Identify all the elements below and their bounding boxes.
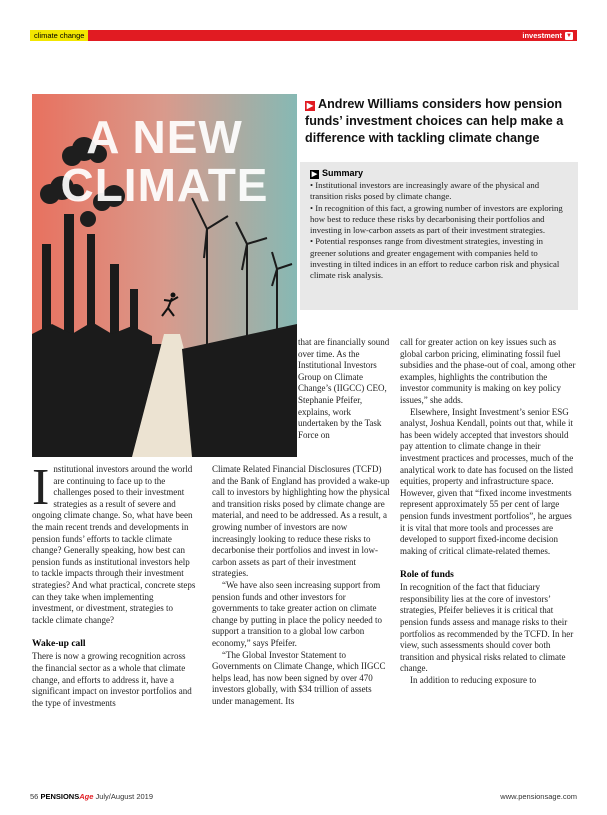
subheading-role-of-funds: Role of funds [400, 570, 454, 581]
subheading-wake-up-call: Wake-up call [32, 639, 86, 650]
issue-date: July/August 2019 [95, 792, 154, 801]
paragraph: There is now a growing recognition across the financial sector as a whole that climate change, and efforts to address it, have a significant impact on investor portfolios and the type of investments [32, 651, 192, 708]
article-headline [305, 96, 580, 147]
summary-item: • Institutional investors are increasingly aware of the physical and transition risks posed by climate change. [310, 180, 540, 202]
paragraph: that are financially sound over time. As the Institutional Investors Group on Climate Change’s (IIGCC) CEO, Stephanie Pfeifer, explains, work undertaken by the Task Force on [298, 337, 390, 440]
summary-item: • In recognition of this fact, a growing number of investors are exploring how best to reduce these risks by decarbonising their portfolios and investing in low-carbon assets as part of their investment strategies. [310, 202, 563, 236]
section-tag: climate change [30, 30, 88, 41]
footer-left [30, 792, 153, 801]
section-header-bar [30, 30, 577, 41]
headline-text: Andrew Williams considers how pension funds’ investment choices can help make a difference with tackling climate change [305, 97, 564, 145]
summary-item: • Potential responses range from divestment strategies, investing in greener solutions and greater engagement with companies held to investing in tilted indices in an effort to reduce carbon risk and physical climate risk analysis. [310, 236, 560, 281]
arrow-right-icon: ▶ [306, 101, 314, 110]
category-label: investment [522, 31, 562, 40]
summary-title: Summary [322, 168, 364, 178]
paragraph: In recognition of the fact that fiduciary responsibility lies at the core of investors’ strategies, Pfeifer believes it is critical that pension funds assess and manage risks to their portfolios as recommended by the TCFD. In her view, such assessments should cover both transition and physical risks related to climate change. [400, 582, 574, 674]
paragraph: Climate Related Financial Disclosures (TCFD) and the Bank of England has provided a wake-up call to investors by highlighting how the physical and transition risks posed by climate change are material, and need to be addressed. As a result, a growing number of investors are now increasingly looking to reduce these risks to decarbonise their portfolios and invest in low-carbon assets as part of their investment strategies. [212, 464, 390, 579]
website-url: www.pensionsage.com [500, 792, 577, 801]
drop-cap: I [32, 459, 50, 516]
brand-name-part-2: Age [79, 792, 94, 801]
page-number: 56 [30, 792, 39, 801]
brand-name-part-1: PENSIONS [40, 792, 80, 801]
summary-box [300, 162, 578, 310]
body-column-2 [212, 464, 390, 707]
body-column-2-top [298, 337, 390, 441]
paragraph: “We have also seen increasing support from pension funds and other investors for governments to take greater action on climate change by putting in place the policy needed to support a transition to a global low carbon economy,” says Pfeifer. [212, 579, 382, 648]
paragraph: “The Global Investor Statement to Governments on Climate Change, which IIGCC helps lead, has now been signed by over 470 investors globally, with $34 trillion of assets under management. Its [212, 649, 386, 706]
illustration-title-line-1: A NEW [86, 111, 243, 163]
arrow-right-icon: ▶ [311, 171, 318, 178]
paragraph: Elsewhere, Insight Investment’s senior ESG analyst, Joshua Kendall, points out that, while it has been widely accepted that investors should pay attention to climate change in their investment practices and processes, much of the analytical work to date has focused on the listed equities, property and infrastructure space. However, given that “fixed income investments represent approximately 55 per cent of large pension funds investment portfolios”, he argues it is vital that more tools and processes are developed to support fixed-income decision making of critical climate-related themes. [400, 406, 574, 556]
paragraph: In addition to reducing exposure to [410, 675, 537, 686]
climate-illustration [32, 94, 297, 457]
paragraph: call for greater action on key issues such as global carbon pricing, eliminating fossil fuel subsidies and the phase-out of coal, among other examples, highlights the contribution the investor community is making on key policy issues,” she adds. [400, 337, 576, 405]
illustration-title-line-2: CLIMATE [60, 159, 269, 211]
intro-paragraph [32, 459, 196, 626]
chevron-down-icon: ▼ [566, 32, 572, 39]
intro-text: nstitutional investors around the world are continuing to face up to the challenges posed to their investment strategies as a result of severe and ongoing climate change. So, what have been the main recent trends and developments in pension funds’ efforts to tackle climate change? Generally speaking, how best can pension funds as institutional investors help to tackle impacts through their investment strategies? And what practical, concrete steps can they take when implementing investment, or divestment, strategies to tackle climate change? [32, 464, 196, 625]
category-tag [522, 30, 573, 41]
brand-logo [40, 792, 93, 801]
body-column-3 [400, 337, 577, 687]
body-column-1 [32, 459, 196, 709]
summary-heading [310, 167, 570, 179]
page-footer [30, 792, 577, 804]
